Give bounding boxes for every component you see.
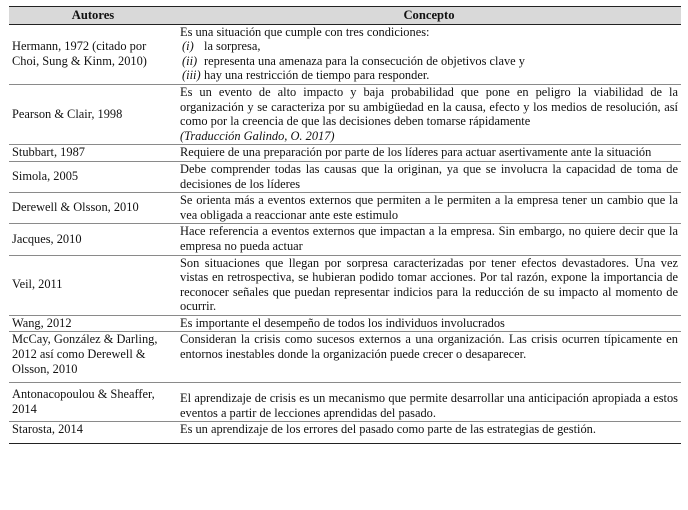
table-row <box>9 332 681 383</box>
concept-cell: Se orienta más a eventos externos que permiten a le permiten a la empresa tener un cambio que la vea obligada a reaccionar ante este estimulo <box>177 193 681 224</box>
author-cell: Starosta, 2014 <box>9 422 177 444</box>
concept-cell: Requiere de una preparación por parte de los líderes para actuar asertivamente ante la situación <box>177 145 681 162</box>
concept-text: Es un evento de alto impacto y baja probabilidad que pone en peligro la viabilidad de la organización y se caracteriza por su ambigüedad en la causa, efecto y los medios de resolución, así como por la creencia de que las decisiones deben tomarse rápidamente <box>180 84 678 129</box>
table-row <box>9 224 681 255</box>
author-cell: McCay, González & Darling, 2012 así como Derewell & Olsson, 2010 <box>9 332 177 383</box>
author-cell: Wang, 2012 <box>9 315 177 332</box>
concept-cell <box>177 24 681 84</box>
concept-cell: Es un aprendizaje de los errores del pasado como parte de las estrategias de gestión. <box>177 422 681 444</box>
table-row <box>9 315 681 332</box>
concept-cell: Son situaciones que llegan por sorpresa caracterizadas por tener efectos devastadores. Una vez vistas en retrospectiva, se hubieran podido tomar acciones. Por tal razón, expone la importancia de reconocer señales que puedan representar indicios para la reducción de su impacto al momento de ocurrir. <box>177 255 681 315</box>
table-header-row <box>9 7 681 25</box>
list-item-number: (i) <box>182 39 194 54</box>
author-cell: Pearson & Clair, 1998 <box>9 84 177 144</box>
table-row <box>9 422 681 444</box>
list-item <box>180 68 678 83</box>
table-row <box>9 24 681 84</box>
author-cell: Hermann, 1972 (citado por Choi, Sung & Kinm, 2010) <box>9 24 177 84</box>
author-cell: Veil, 2011 <box>9 255 177 315</box>
list-item-text: la sorpresa, <box>204 39 261 54</box>
table-row <box>9 255 681 315</box>
concept-cell <box>177 84 681 144</box>
crisis-definitions-table <box>9 6 681 444</box>
list-item-number: (ii) <box>182 53 198 68</box>
list-item <box>180 39 678 54</box>
author-cell: Stubbart, 1987 <box>9 145 177 162</box>
table-row <box>9 161 681 192</box>
definitions-table-container <box>9 6 681 444</box>
concept-cell: Hace referencia a eventos externos que impactan a la empresa. Sin embargo, no quiere decir que la empresa no pueda actuar <box>177 224 681 255</box>
list-item-text: representa una amenaza para la consecución de objetivos clave y <box>204 53 525 68</box>
table-row <box>9 84 681 144</box>
concept-cell: Es importante el desempeño de todos los individuos involucrados <box>177 315 681 332</box>
translation-note: (Traducción Galindo, O. 2017) <box>180 128 335 143</box>
header-concept: Concepto <box>177 7 681 25</box>
author-cell: Antonacopoulou & Sheaffer, 2014 <box>9 383 177 422</box>
author-cell: Jacques, 2010 <box>9 224 177 255</box>
concept-cell: El aprendizaje de crisis es un mecanismo que permite desarrollar una anticipación apropiada a estos eventos a partir de lecciones aprendidas del pasado. <box>177 383 681 422</box>
list-item-text: hay una restricción de tiempo para responder. <box>204 68 430 83</box>
concept-intro: Es una situación que cumple con tres condiciones: <box>180 24 430 39</box>
list-item-number: (iii) <box>182 68 201 83</box>
concept-cell: Consideran la crisis como sucesos externos a una organización. Las crisis ocurren típicamente en entornos inestables donde la organización puede crecer o desaparecer. <box>177 332 681 383</box>
table-row <box>9 383 681 422</box>
header-authors: Autores <box>9 7 177 25</box>
author-cell: Derewell & Olsson, 2010 <box>9 193 177 224</box>
author-cell: Simola, 2005 <box>9 161 177 192</box>
table-row <box>9 145 681 162</box>
list-item <box>180 54 678 69</box>
concept-cell: Debe comprender todas las causas que la originan, ya que se involucra la capacidad de toma de decisiones de los líderes <box>177 161 681 192</box>
table-row <box>9 193 681 224</box>
